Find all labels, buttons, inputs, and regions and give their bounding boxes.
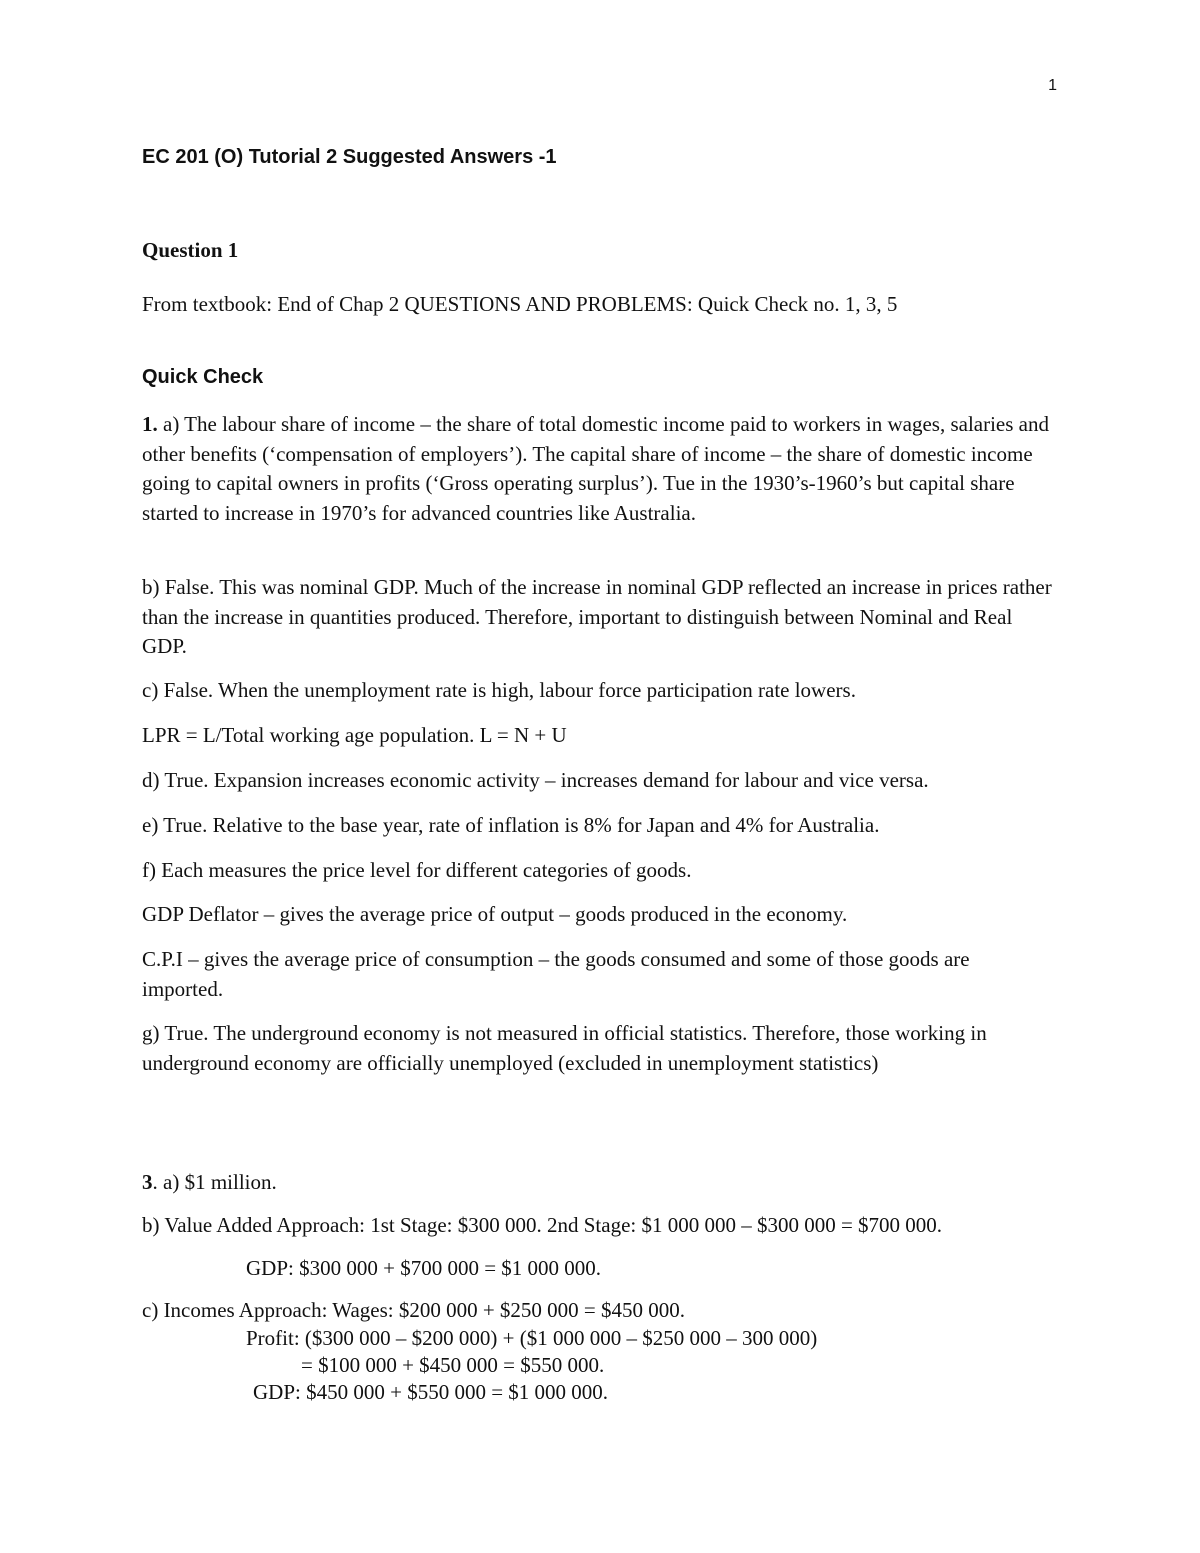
answer-1g: g) True. The underground economy is not measured in official statistics. Therefore, those working in underground economy are officially unemployed (excluded in unemployment statistics) <box>142 1021 987 1075</box>
document-title: EC 201 (O) Tutorial 2 Suggested Answers -1 <box>142 146 557 168</box>
answer-3c-profit: Profit: ($300 000 – $200 000) + ($1 000 000 – $250 000 – 300 000) <box>246 1326 818 1350</box>
answer-1d: d) True. Expansion increases economic activity – increases demand for labour and vice versa. <box>142 768 929 792</box>
answer-3b: b) Value Added Approach: 1st Stage: $300 000. 2nd Stage: $1 000 000 – $300 000 = $700 000. <box>142 1213 943 1237</box>
answer-1a <box>142 410 1054 528</box>
answer-1c: c) False. When the unemployment rate is high, labour force participation rate lowers. <box>142 678 856 702</box>
answer-1a-text: a) The labour share of income – the share of total domestic income paid to workers in wages, salaries and other benefits (‘compensation of employers’). The capital share of income – the share of domestic income going to capital owners in profits (‘Gross operating surplus’). Tue in the 1930’s-1960’s but capital share started to increase in 1970’s for advanced countries like Australia. <box>142 412 1049 525</box>
answer-1e: e) True. Relative to the base year, rate of inflation is 8% for Japan and 4% for Australia. <box>142 813 880 837</box>
answer-3c-gdp: GDP: $450 000 + $550 000 = $1 000 000. <box>253 1380 609 1404</box>
answer-1b: b) False. This was nominal GDP. Much of the increase in nominal GDP reflected an increase in prices rather than the increase in quantities produced. Therefore, important to distinguish between Nominal and Real GDP. <box>142 575 1052 658</box>
answer-1-number: 1. <box>142 412 158 436</box>
question-1-heading: Question 1 <box>142 238 239 262</box>
question-1-source: From textbook: End of Chap 2 QUESTIONS AND PROBLEMS: Quick Check no. 1, 3, 5 <box>142 292 898 316</box>
answer-1f: f) Each measures the price level for different categories of goods. <box>142 858 692 882</box>
answer-3b-gdp: GDP: $300 000 + $700 000 = $1 000 000. <box>246 1256 602 1280</box>
answer-3-number: 3 <box>142 1170 153 1194</box>
lpr-formula: LPR = L/Total working age population. L = N + U <box>142 723 567 747</box>
answer-3c: c) Incomes Approach: Wages: $200 000 + $250 000 = $450 000. <box>142 1298 686 1322</box>
answer-3a-text: . a) $1 million. <box>152 1170 277 1194</box>
cpi-definition: C.P.I – gives the average price of consumption – the goods consumed and some of those goods are imported. <box>142 947 970 1001</box>
answer-3c-profit-result: = $100 000 + $450 000 = $550 000. <box>301 1353 605 1377</box>
gdp-deflator-definition: GDP Deflator – gives the average price of output – goods produced in the economy. <box>142 902 848 926</box>
answer-3a <box>142 1168 1054 1198</box>
quick-check-heading: Quick Check <box>142 366 264 388</box>
page-number: 1 <box>1048 77 1057 94</box>
